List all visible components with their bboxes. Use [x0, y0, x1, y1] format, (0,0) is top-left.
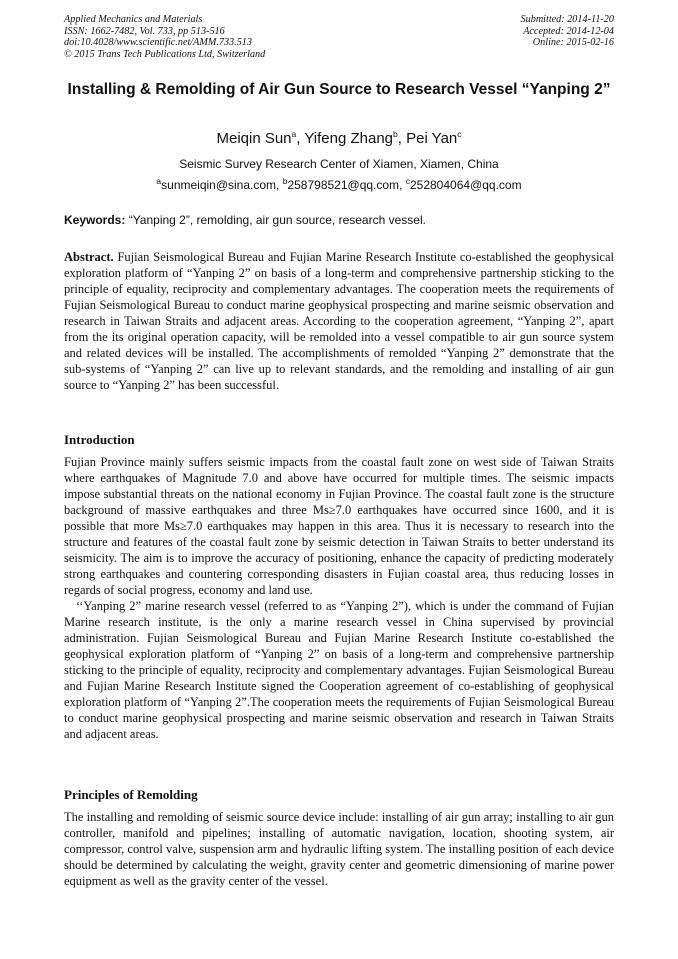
principles-body	[64, 809, 614, 889]
paragraph: The installing and remolding of seismic source device include: installing of air gun array; installing to air gun controller, manifold and pipelines; installing of automatic navigation, location, shooting system, air compressor, control valve, suspension arm and hydraulic lifting system. The installing position of each device should be determined by calculating the weight, gravity center and geometric dimensioning of marine power equipment as well as the gravity center of the vessel.	[64, 810, 614, 888]
abstract-label: Abstract.	[64, 250, 114, 264]
submitted-date: Submitted: 2014-11-20	[520, 14, 614, 25]
section-heading-introduction: Introduction	[64, 432, 135, 447]
author-affil-mark: b	[393, 129, 398, 139]
keywords-text: “Yanping 2”, remolding, air gun source, research vessel.	[125, 213, 426, 227]
author-affil-mark: a	[291, 129, 297, 139]
email-mark: b	[282, 176, 288, 186]
section-heading-principles: Principles of Remolding	[64, 787, 198, 802]
author-affil-mark: c	[457, 129, 462, 139]
email-address: sunmeiqin@sina.com	[161, 178, 277, 192]
author-separator: ,	[296, 130, 305, 147]
paragraph: Fujian Province mainly suffers seismic impacts from the coastal fault zone on west side of Taiwan Straits where earthquakes of Magnitude 7.0 and above have occurred for multiple times. The seismic impacts impose substantial threats on the national economy in Fujian Province. The coastal fault zone is the structure background of massive earthquakes and three Ms≥7.0 earthquakes have occurred since 1600, and it is possible that more Ms≥7.0 earthquakes may happen in this area. Thus it is necessary to research into the structure and features of the coastal fault zone by seismic detection in Taiwan Straits to better understand its seismicity. The aim is to improve the accuracy of positioning, enhance the capacity of predicting moderately strong earthquakes and countering corresponding disasters in Fujian coastal area, thus reducing losses in regards of social progress, economy and land use.	[64, 455, 614, 597]
abstract	[64, 249, 614, 393]
abstract-text: Fujian Seismological Bureau and Fujian Marine Research Institute co-established the geophysical exploration platform of “Yanping 2” on basis of a long-term and comprehensive partnership sticking to the principle of equality, reciprocity and complementary advantages. The cooperation meets the requirements of Fujian Seismological Bureau to conduct marine geophysical prospecting and marine seismic observation and research in Taiwan Straits and adjacent areas. According to the cooperation agreement, “Yanping 2”, apart from the its original operation capacity, will be remolded into a vessel compatible to air gun source system and related devices will be installed. The accomplishments of remolded “Yanping 2” demonstrate that the sub-systems of “Yanping 2” can live up to relevant standards, and the remolding and installing of air gun source to “Yanping 2” has been successful.	[64, 250, 614, 392]
paragraph: ‘‘Yanping 2” marine research vessel (referred to as “Yanping 2”), which is under the command of Fujian Marine research institute, is the only a marine research vessel in China supervised by provincial administration. Fujian Seismological Bureau and Fujian Marine Research Institute co-established the geophysical exploration platform of “Yanping 2” on basis of a long-term and comprehensive partnership sticking to the principle of equality, reciprocity and complementary advantages. Fujian Seismological Bureau and Fujian Marine Research Institute signed the Cooperation agreement of co-establishing of geophysical exploration platform of “Yanping 2”.The cooperation meets the requirements of Fujian Seismological Bureau to conduct marine geophysical prospecting and marine seismic observation and research in Taiwan Straits and adjacent areas.	[64, 599, 614, 741]
online-date: Online: 2015-02-16	[532, 37, 614, 49]
author-emails	[64, 178, 614, 192]
email-separator: ,	[276, 178, 283, 192]
affiliation: Seismic Survey Research Center of Xiamen, Xiamen, China	[179, 157, 499, 171]
journal-header-right	[521, 14, 614, 49]
paper-title: Installing & Remolding of Air Gun Source to Research Vessel “Yanping 2”	[67, 81, 611, 98]
author-list	[64, 130, 614, 148]
email-mark: c	[405, 176, 410, 186]
journal-doi: doi:10.4028/www.scientific.net/AMM.733.513	[64, 37, 252, 49]
journal-copyright: © 2015 Trans Tech Publications Ltd, Switzerland	[64, 48, 266, 60]
author-separator: ,	[397, 130, 407, 147]
author-name: Pei Yan	[406, 130, 458, 147]
email-mark: a	[156, 176, 162, 186]
keywords	[64, 213, 614, 227]
journal-name: Applied Mechanics and Materials	[64, 14, 203, 25]
email-separator: ,	[399, 178, 406, 192]
email-address: 252804064@qq.com	[409, 178, 522, 192]
accepted-date: Accepted: 2014-12-04	[523, 25, 614, 37]
email-address: 258798521@qq.com	[287, 178, 400, 192]
author-name: Meiqin Sun	[216, 130, 292, 147]
introduction-body	[64, 454, 614, 742]
journal-issn: ISSN: 1662-7482, Vol. 733, pp 513-516	[64, 25, 225, 37]
author-name: Yifeng Zhang	[304, 130, 394, 147]
journal-header-left	[64, 14, 265, 60]
keywords-label: Keywords:	[64, 213, 126, 227]
